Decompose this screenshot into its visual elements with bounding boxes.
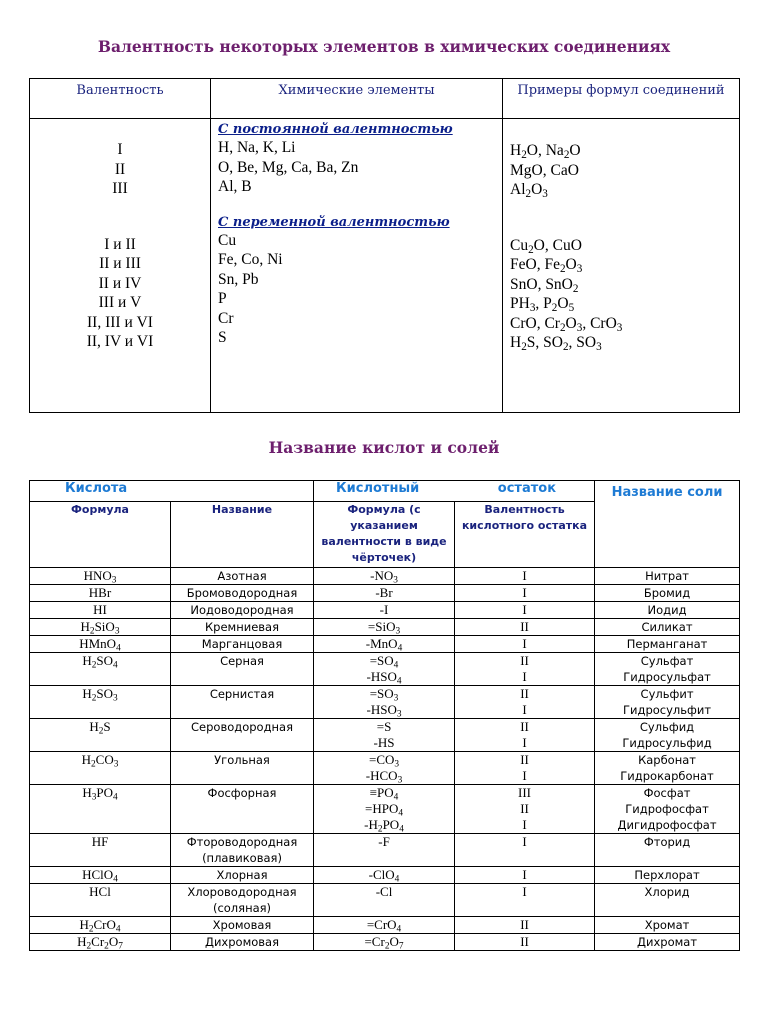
residue-valence: [455, 834, 595, 867]
residue-formula-line: $\equiv PO_4$: [369, 785, 399, 803]
salt-name-line: Гидросульфид: [622, 736, 712, 750]
salt-name: [595, 686, 740, 719]
acid-formula: $HNO_3$: [30, 568, 171, 585]
residue-valence-line: II: [520, 801, 529, 816]
residue-valence-line: I: [522, 735, 527, 750]
acid-name: Марганцовая: [171, 636, 314, 653]
residue-valence-line: II: [520, 719, 529, 734]
header-formula: Формула: [30, 502, 171, 568]
residue-formula: [314, 568, 455, 585]
header-valence: Валентность: [30, 79, 211, 119]
residue-valence: [455, 686, 595, 719]
salt-name: [595, 752, 740, 785]
acid-formula: $H_3PO_4$: [30, 785, 171, 834]
acids-table-title: Название кислот и солей: [268, 438, 500, 457]
residue-formula: [314, 602, 455, 619]
elements-constant-list: [218, 138, 502, 197]
acid-formula: HCl: [30, 884, 171, 917]
element-list: Cr: [218, 309, 234, 327]
table-row: [30, 585, 740, 602]
residue-formula: [314, 785, 455, 834]
salt-name-line: Нитрат: [645, 569, 689, 583]
residue-valence: [455, 917, 595, 934]
residue-formula: [314, 867, 455, 884]
example-formulas: $H_2S$, $SO_2$, $SO_3$: [510, 334, 602, 353]
example-formulas: FeO, $Fe_2O_3$: [510, 256, 583, 275]
example-formulas: MgO, CaO: [510, 161, 579, 179]
header-residue-valence: Валентность кислотного остатка: [455, 502, 595, 568]
residue-formula-line: -Cl: [375, 884, 393, 899]
salt-name: [595, 884, 740, 917]
valence-column: [30, 119, 211, 413]
residue-valence-line: I: [522, 585, 527, 600]
residue-formula: [314, 619, 455, 636]
residue-formula-line: -I: [379, 602, 389, 617]
residue-formula: [314, 686, 455, 719]
acid-name: Серная: [171, 653, 314, 686]
salt-name-line: Сульфид: [639, 720, 695, 734]
table-row: [30, 619, 740, 636]
salt-name: [595, 585, 740, 602]
examples-variable-list: [510, 236, 739, 353]
salt-name: [595, 636, 740, 653]
example-formulas: $H_2O$, $Na_2O$: [510, 142, 581, 161]
residue-valence-line: I: [522, 884, 527, 899]
residue-formula-line: $=CO_3$: [368, 752, 400, 770]
residue-formula-line: -F: [378, 834, 390, 849]
example-formulas: SnO, SnO$_2$: [510, 275, 579, 295]
header-salt-name: Название соли: [595, 481, 740, 568]
salt-name-line: Сульфат: [640, 654, 694, 668]
elements-variable-list: [218, 231, 502, 348]
residue-formula-line: -Br: [375, 585, 393, 600]
header-elements: Химические элементы: [211, 79, 503, 119]
salt-name-line: Фторид: [643, 835, 691, 849]
salt-name-line: Дигидрофосфат: [617, 818, 717, 832]
acid-formula: $H_2CO_3$: [30, 752, 171, 785]
residue-valence-line: II: [520, 934, 529, 949]
residue-valence-line: I: [522, 702, 527, 717]
salt-name-line: Бромид: [643, 586, 691, 600]
acids-salts-table: [29, 480, 740, 951]
table-row: [30, 867, 740, 884]
table-row: [30, 602, 740, 619]
residue-formula-line: -MnO$_4$: [365, 636, 403, 654]
residue-valence-line: II: [520, 619, 529, 634]
salt-name: [595, 602, 740, 619]
valence-constant-list: [30, 140, 210, 199]
table-row: [30, 917, 740, 934]
salt-name: [595, 867, 740, 884]
salt-name: [595, 619, 740, 636]
residue-formula-line: =S: [376, 719, 392, 734]
constant-valence-label: С постоянной валентностью: [218, 122, 453, 137]
salt-name-line: Дихромат: [637, 935, 698, 949]
valence-value: II, III и VI: [87, 313, 153, 331]
salt-name: [595, 934, 740, 951]
example-formulas: $Cu_2O$, CuO: [510, 236, 582, 256]
element-list: O, Be, Mg, Ca, Ba, Zn: [218, 158, 359, 176]
header-name: Название: [171, 502, 314, 568]
residue-formula: [314, 934, 455, 951]
residue-formula-line: -ClO$_4$: [368, 867, 400, 885]
valence-variable-list: [30, 235, 210, 352]
residue-valence: [455, 719, 595, 752]
acid-name: Иодоводородная: [171, 602, 314, 619]
residue-valence: [455, 934, 595, 951]
residue-formula: [314, 884, 455, 917]
salt-name: [595, 719, 740, 752]
variable-valence-label: С переменной валентностью: [218, 214, 450, 230]
element-list: P: [218, 290, 227, 307]
group-header-residue: [314, 481, 595, 502]
salt-name-line: Хлорид: [644, 885, 690, 899]
residue-formula-line: $=SO_4$: [369, 653, 399, 671]
element-list: Fe, Co, Ni: [218, 251, 283, 268]
salt-name-line: Силикат: [641, 620, 693, 634]
salt-name: [595, 785, 740, 834]
salt-name-line: Фосфат: [643, 786, 691, 800]
residue-valence: [455, 585, 595, 602]
residue-formula: [314, 653, 455, 686]
valence-table: [29, 78, 740, 413]
residue-valence-line: I: [522, 568, 527, 583]
elements-column: [211, 119, 503, 413]
salt-name: [595, 834, 740, 867]
residue-valence: [455, 619, 595, 636]
residue-formula: [314, 636, 455, 653]
residue-valence-line: I: [522, 669, 527, 684]
acid-name: Азотная: [171, 568, 314, 585]
acid-name: Кремниевая: [171, 619, 314, 636]
valence-value: II и III: [99, 255, 141, 272]
table-row: [30, 719, 740, 752]
acid-formula: HI: [30, 602, 171, 619]
examples-column: [503, 119, 740, 413]
residue-valence-line: III: [518, 785, 532, 800]
residue-valence-line: II: [520, 653, 529, 668]
valence-value: III: [112, 180, 128, 197]
group-header-acid: Кислота: [30, 481, 314, 502]
salt-name-line: Гидрофосфат: [625, 802, 709, 816]
element-list: S: [218, 329, 227, 346]
residue-valence-line: II: [520, 686, 529, 701]
residue-formula-line: $-H_2PO_4$: [364, 817, 404, 835]
residue-formula: [314, 752, 455, 785]
acid-name: Хромовая: [171, 917, 314, 934]
acid-formula: HClO$_4$: [30, 867, 171, 884]
residue-valence-line: I: [522, 636, 527, 651]
acid-formula: HBr: [30, 585, 171, 602]
residue-valence: [455, 602, 595, 619]
header-residue-formula: Формула (с указанием валентности в виде чёрточек): [314, 502, 455, 568]
salt-name: [595, 568, 740, 585]
salt-name-line: Хромат: [644, 918, 690, 932]
element-list: Al, B: [218, 178, 252, 195]
valence-value: I: [117, 141, 123, 158]
acid-formula: $H_2CrO_4$: [30, 917, 171, 934]
residue-formula: [314, 834, 455, 867]
valence-table-title: Валентность некоторых элементов в химических соединениях: [97, 37, 671, 56]
residue-formula: [314, 719, 455, 752]
table-row: [30, 934, 740, 951]
salt-name-line: Карбонат: [638, 753, 696, 767]
acid-name: Угольная: [171, 752, 314, 785]
table-row: [30, 752, 740, 785]
table-row: [30, 785, 740, 834]
salt-name-line: Перхлорат: [634, 868, 700, 882]
salt-name-line: Иодид: [647, 603, 687, 617]
acid-name: Сернистая: [171, 686, 314, 719]
acids-table-body: [30, 568, 740, 951]
acid-name: Фосфорная: [171, 785, 314, 834]
table-row: [30, 653, 740, 686]
example-formulas: $PH_3$, $P_2O_5$: [510, 295, 575, 314]
table-row: [30, 568, 740, 585]
salt-name-line: Перманганат: [626, 637, 708, 651]
salt-name: [595, 653, 740, 686]
residue-valence: [455, 653, 595, 686]
residue-formula-line: $-HSO_3$: [366, 702, 402, 720]
element-list: Cu: [218, 231, 237, 249]
acid-name: Хлорная: [171, 867, 314, 884]
residue-formula-line: $-NO_3$: [370, 568, 398, 586]
table-row: [30, 686, 740, 719]
residue-formula: [314, 917, 455, 934]
residue-valence-line: I: [522, 867, 527, 882]
valence-value: III и V: [98, 294, 142, 311]
element-list: H, Na, K, Li: [218, 139, 296, 156]
group-header-residue-part1: Кислотный: [336, 481, 420, 496]
residue-valence: [455, 884, 595, 917]
valence-value: II и IV: [98, 274, 142, 292]
example-formulas: $Al_2O_3$: [510, 181, 548, 200]
table-row: [30, 834, 740, 867]
group-header-residue-part2: остаток: [497, 481, 557, 496]
table-row: [30, 636, 740, 653]
header-examples: Примеры формул соединений: [503, 79, 740, 119]
element-list: Sn, Pb: [218, 270, 259, 288]
residue-valence: [455, 867, 595, 884]
acid-name: Бромоводородная: [171, 585, 314, 602]
residue-formula-line: $=HPO_4$: [365, 801, 404, 819]
examples-constant-list: [510, 141, 739, 200]
residue-formula-line: $=SO_3$: [369, 686, 399, 704]
residue-formula-line: =CrO$_4$: [366, 917, 402, 935]
acid-formula: $H_2S$: [30, 719, 171, 752]
residue-valence-line: I: [522, 602, 527, 617]
salt-name-line: Гидрокарбонат: [620, 769, 714, 783]
valence-value: I и II: [104, 235, 136, 253]
residue-valence: [455, 568, 595, 585]
acid-name: Хлороводородная (соляная): [171, 884, 314, 917]
example-formulas: CrO, $Cr_2O_3$, CrO$_3$: [510, 314, 623, 334]
acid-name: Фтороводородная (плавиковая): [171, 834, 314, 867]
valence-value: II, IV и VI: [86, 333, 154, 350]
salt-name: [595, 917, 740, 934]
acid-name: Сероводородная: [171, 719, 314, 752]
residue-valence-line: I: [522, 834, 527, 849]
residue-valence: [455, 636, 595, 653]
table-row: [30, 884, 740, 917]
acid-formula: HF: [30, 834, 171, 867]
residue-formula-line: $-HCO_3$: [365, 768, 403, 786]
acid-formula: $H_2SiO_3$: [30, 619, 171, 636]
salt-name-line: Гидросульфат: [623, 670, 711, 684]
residue-valence-line: II: [520, 752, 529, 767]
residue-formula: [314, 585, 455, 602]
residue-formula-line: -HS: [373, 735, 395, 750]
salt-name-line: Гидросульфит: [623, 703, 712, 717]
residue-valence-line: I: [522, 768, 527, 783]
acid-formula: HMnO$_4$: [30, 636, 171, 653]
valence-value: II: [114, 160, 126, 178]
acid-formula: $H_2SO_4$: [30, 653, 171, 686]
acid-formula: $H_2SO_3$: [30, 686, 171, 719]
residue-valence: [455, 752, 595, 785]
residue-valence-line: II: [520, 917, 529, 932]
residue-valence-line: I: [522, 817, 527, 832]
residue-formula-line: $=Cr_2O_7$: [364, 934, 404, 952]
acid-name: Дихромовая: [171, 934, 314, 951]
residue-valence: [455, 785, 595, 834]
residue-formula-line: $-HSO_4$: [366, 669, 402, 687]
salt-name-line: Сульфит: [640, 687, 694, 701]
acid-formula: $H_2Cr_2O_7$: [30, 934, 171, 951]
residue-formula-line: =SiO$_3$: [367, 619, 401, 637]
